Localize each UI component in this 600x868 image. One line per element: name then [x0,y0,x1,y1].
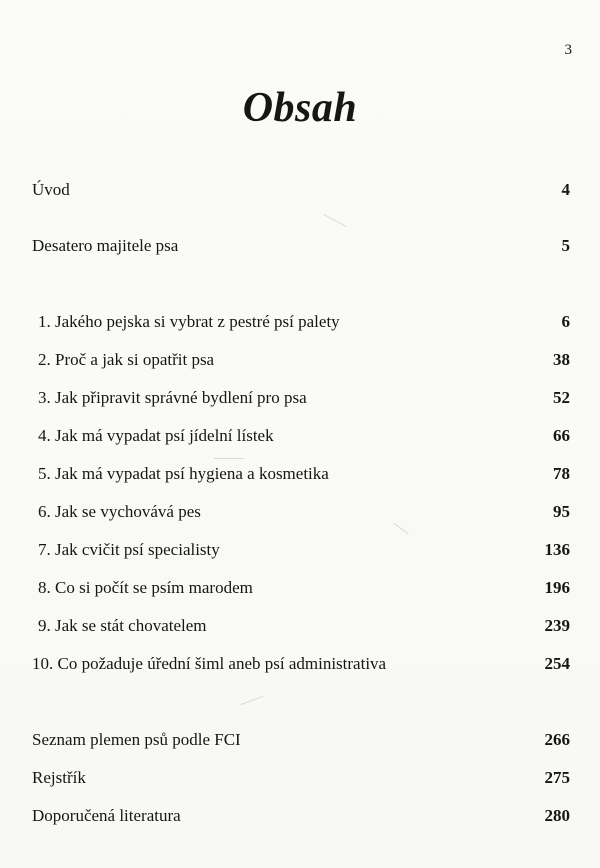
toc-entry-label: 10. Co požaduje úřední šiml aneb psí administrativa [32,654,387,673]
page-title: Obsah [242,85,358,131]
toc-entry-label: 3. Jak připravit správné bydlení pro psa [38,388,307,407]
paper-speck [323,214,346,227]
toc-entry-label: Seznam plemen psů podle FCI [32,730,241,749]
toc-entry-page: 78 [553,464,570,483]
toc-entry-label: 5. Jak má vypadat psí hygiena a kosmetika [38,464,329,483]
toc-chapter-2[interactable] [32,350,570,374]
paper-speck [214,458,244,459]
toc-entry-page: 52 [553,388,570,407]
toc-chapter-3[interactable] [32,388,570,412]
toc-chapter-10[interactable] [32,654,570,678]
toc-entry-label: 7. Jak cvičit psí specialisty [38,540,220,559]
toc-entry-page: 280 [544,806,570,825]
toc-entry-page: 275 [544,768,570,787]
toc-entry-label: Rejstřík [32,768,86,787]
toc-entry-page: 4 [561,180,570,199]
toc-chapter-1[interactable] [32,312,570,336]
toc-chapter-5[interactable] [32,464,570,488]
toc-entry-label: 4. Jak má vypadat psí jídelní lístek [38,426,274,445]
toc-entry-page: 136 [544,540,570,559]
toc-chapter-6[interactable] [32,502,570,526]
toc-entry-label: Desatero majitele psa [32,236,179,255]
toc-entry-rejstrik[interactable] [32,768,570,792]
toc-chapter-7[interactable] [32,540,570,564]
toc-entry-page: 6 [561,312,570,331]
toc-entry-label: 1. Jakého pejska si vybrat z pestré psí palety [38,312,340,331]
toc-entry-uvod[interactable] [32,180,570,204]
toc-entry-seznam-plemen[interactable] [32,730,570,754]
toc-entry-page: 5 [561,236,570,255]
toc-entry-desatero[interactable] [32,236,570,260]
toc-entry-label: 8. Co si počít se psím marodem [38,578,253,597]
page-number: 3 [564,42,572,58]
toc-entry-page: 196 [544,578,570,597]
toc-chapter-9[interactable] [32,616,570,640]
toc-entry-label: 2. Proč a jak si opatřit psa [38,350,215,369]
toc-entry-label: 9. Jak se stát chovatelem [38,616,207,635]
toc-entry-label: Doporučená literatura [32,806,181,825]
toc-entry-page: 95 [553,502,570,521]
toc-chapter-8[interactable] [32,578,570,602]
toc-entry-page: 254 [544,654,570,673]
toc-entry-page: 38 [553,350,570,369]
toc-entry-literatura[interactable] [32,806,570,830]
toc-chapter-4[interactable] [32,426,570,450]
toc-entry-label: 6. Jak se vychovává pes [38,502,201,521]
paper-speck [241,696,264,705]
toc-entry-page: 266 [544,730,570,749]
toc-entry-page: 239 [544,616,570,635]
toc-entry-page: 66 [553,426,570,445]
toc-entry-label: Úvod [32,180,70,199]
